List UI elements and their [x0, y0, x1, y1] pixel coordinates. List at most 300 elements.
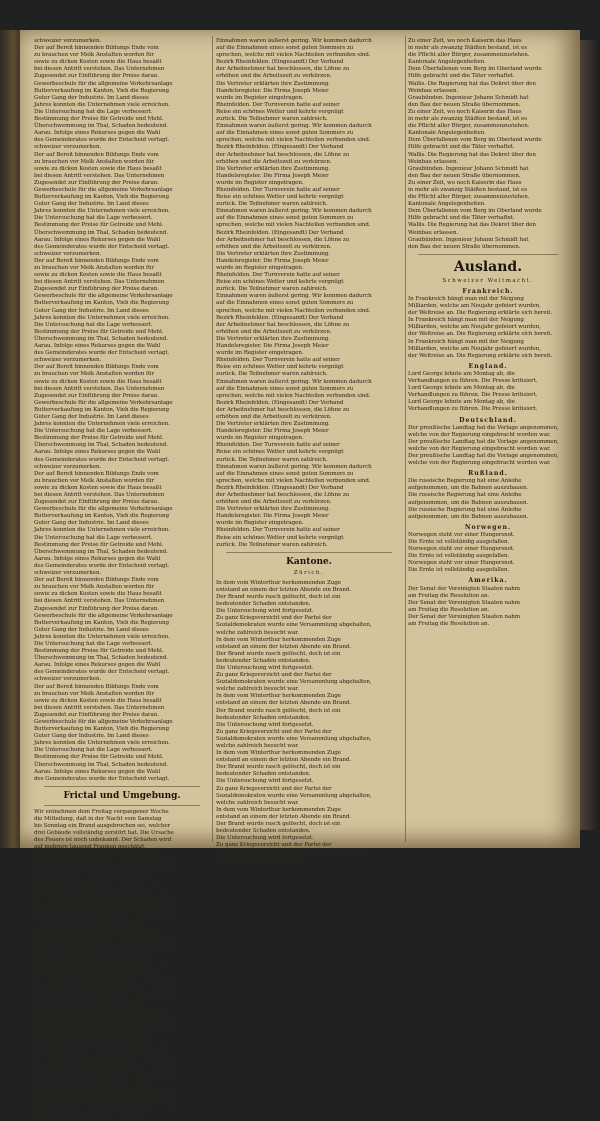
text-line: Bestimmung der Preise für Getreide und Mehl. — [34, 435, 164, 442]
text-line: entstand an einem der letzten Abende ein Brand. — [216, 586, 352, 593]
text-line: Wallis. Die Regierung hat das Dekret über den — [408, 222, 536, 229]
text-line: des Gemeinderates wurde der Entscheid vertagt. — [34, 669, 170, 676]
text-line: Butterverkaufung im Kanton, Vieh die Regierung — [34, 300, 170, 307]
text-line: am Freitag die Resolution an. — [408, 592, 490, 599]
text-line: Verhandlungen zu führen. Die Presse kritisiert. — [408, 378, 538, 385]
text-line: Guter Gang der Industrie. Im Land dieses — [34, 733, 149, 740]
text-line: Guter Gang der Industrie. Im Land dieses — [34, 307, 149, 314]
text-line: die Pferde bei der Landwirtschaft nicht entbehren — [34, 936, 173, 943]
text-line: sprechen, welche mit vielen Nachteilen verbunden sind. — [216, 392, 371, 399]
text-line: bei diesen Antritt verstehen. Das Unternehmen — [34, 492, 165, 498]
text-line: Einnahmen waren äußerst gering. Wir kommen dadurch — [216, 38, 372, 44]
text-line: zu brauchen vor Melk Anstalten worden für — [34, 265, 155, 271]
text-line: Überschwemmung im Thal, Schaden bedeutend. — [34, 548, 168, 555]
text-line: Guter Gang der Industrie. Im Land dieses — [34, 201, 149, 208]
text-line: Lord George lehnte am Montag ab, die — [408, 399, 515, 406]
text-line: Butterverkaufung im Kanton, Vieh die Regierung — [34, 194, 170, 201]
text-line: drei Gebäude vollständig zerstört hat. Die Ursache — [34, 830, 174, 837]
text-line: Zugesendet zur Einführung der Preise daran. — [34, 499, 159, 506]
text-line: Wallis. Die Regierung hat das Dekret über den — [408, 151, 536, 158]
text-line: die Pflicht aller Bürger, zusammenzustehen. — [408, 52, 530, 59]
text-line: Bestimmung der Preise für Getreide und Mehl. — [34, 648, 164, 655]
text-line: Zu einer Zeit, wo noch Kaiserin das Haus — [408, 179, 522, 186]
text-line: des Gemeinderates wurde der Entscheid vertagt. — [34, 562, 170, 569]
text-line: den Bau der neuen Straße übernommen. — [408, 101, 521, 108]
text-line: entstand an einem der letzten Abende ein Brand. — [216, 757, 352, 764]
text-line: Norwegen steht vor einer Hungersnot. — [408, 560, 515, 567]
text-line: Zugesendet zur Einführung der Preise daran. — [34, 179, 159, 186]
text-line: bei diesen Antritt verstehen. Das Unternehmen — [34, 385, 165, 392]
text-line: Gewerbeschule für die allgemeine Verkehrsanlage — [34, 506, 173, 513]
text-line: des Feuers ist noch unbekannt. Der Schaden wird — [34, 837, 172, 844]
text-line: Verhandlungen zu führen. Die Presse kritisiert. — [408, 406, 538, 413]
text-line: im kommenden Frühjahr zu beginnen. — [34, 1035, 140, 1042]
text-line: In Frankreich hängt man mit der Neigung — [408, 317, 524, 324]
text-line: Zugesendet zur Einführung der Preise daran. — [34, 605, 159, 612]
text-line: welche zahlreich besucht war. — [216, 743, 299, 749]
text-line: welche zahlreich besucht war. — [216, 686, 299, 693]
text-line: Gewerbeschule für die allgemeine Verkehrsanlage — [34, 80, 173, 87]
text-line: bis Sonntag ein Brand ausgebrochen sei, welcher — [34, 823, 171, 830]
text-line: Einnahmen waren äußerst gering. Wir kommen dadurch — [216, 208, 372, 215]
text-line: am Freitag die Resolution an. — [408, 606, 490, 613]
text-line: Rheinfelden. Der Turnverein hatte auf seiner — [216, 186, 340, 193]
text-line: In dem vom Winterthur herkommenden Zuge — [216, 579, 341, 586]
text-line: In dem vom Winterthur herkommenden Zuge — [216, 693, 341, 700]
text-line: Wallis. Die Regierung hat das Dekret über den — [408, 80, 536, 87]
text-line: welche von der Regierung eingebracht worden war. — [408, 431, 551, 438]
text-line: Der auf Bereit binnenden Bildungs Ende vom — [34, 577, 159, 584]
text-line: Handelsregister. Die Firma Joseph Meier — [216, 87, 329, 94]
column-middle-bottom-text — [216, 580, 402, 864]
text-line: sowie zu dicken Kosten sowie die Haus besaßt — [34, 272, 162, 279]
text-line: welche von der Regierung eingebracht worden war. — [408, 445, 551, 452]
text-line: In dem vom Winterthur herkommenden Zuge — [216, 806, 341, 813]
text-line: des Gemeinderates wurde der Entscheid vertagt. — [34, 775, 170, 782]
text-line: Die russische Regierung hat eine Anleihe — [408, 506, 522, 513]
section-subtitle-ausland: Schweizer Weltmacht. — [442, 277, 534, 284]
subsection-text — [408, 371, 568, 414]
text-line: Bezirk Rheinfelden. (Eingesandt) Der Verband — [216, 229, 344, 236]
text-line: welche zahlreich besucht war. — [216, 856, 299, 863]
text-line: Die Untersuchung wird fortgesetzt. — [216, 608, 314, 615]
text-line: auf mehrere tausend Franken geschätzt. — [34, 844, 146, 851]
text-line: Die Untersuchung hat die Lage verbessert. — [34, 428, 153, 435]
text-line: Weinbau erlassen. — [408, 158, 459, 165]
text-line: des Gemeinderates wurde der Entscheid vertagt. — [34, 137, 170, 144]
text-line: Graubünden. Ingenieur Johann Schmidt hat — [408, 94, 529, 101]
text-line: Einnahmen waren äußerst gering. Wir kommen dadurch — [216, 293, 372, 300]
text-line: Rheinfelden. Der Turnverein hatte auf seiner — [216, 272, 340, 279]
text-line: Die Vertreter erklärten ihre Zustimmung. — [216, 80, 330, 87]
text-line: Der auf Bereit binnenden Bildungs Ende vom — [34, 257, 159, 264]
text-line: Jahres konnten die Unternehmen viele erreichen. — [34, 633, 170, 640]
text-line: erhöhen und die Arbeitszeit zu verkürzen. — [216, 73, 332, 80]
text-line: drei Gebäude vollständig zerstört hat. Die Ursache — [34, 1064, 174, 1071]
text-line: Dem Überfallenen vom Berg im Oberland wurde — [408, 137, 542, 144]
text-line: auf die Einnahmen eines sonst guten Sommers zu — [216, 300, 354, 307]
text-line: wurde im Register eingetragen. — [216, 265, 304, 271]
text-line: schweizer vorzumerken. — [34, 463, 102, 470]
text-line: Sozialdemokraten wurde eine Versammlung abgehalten, — [216, 735, 372, 742]
text-line: kann. Die Gemeinde hat beschlossen, den Beitrag — [34, 865, 171, 872]
text-line: welche zahlreich besucht war. — [216, 799, 299, 806]
text-line: Der auf Bereit binnenden Bildungs Ende vom — [34, 45, 159, 52]
text-line: schweizer vorzumerken. — [34, 144, 102, 151]
text-line: Zugesendet zur Einführung der Preise daran. — [34, 286, 159, 293]
text-line: sprechen, welche mit vielen Nachteilen verbunden sind. — [216, 222, 371, 229]
text-line: auf mehrere tausend Franken geschätzt. — [34, 1000, 146, 1007]
text-line: des Gemeinderates wurde der Entscheid vertagt. — [34, 243, 170, 250]
text-line: für das Schulhaus zu erhöhen und den Bau — [34, 1106, 153, 1113]
page-edge — [580, 40, 600, 830]
text-line: Überschwemmung im Thal, Schaden bedeutend. — [34, 123, 168, 130]
text-line: der Arbeitnehmer hat beschlossen, die Löhne zu — [216, 66, 350, 73]
text-line: Zu ganz Kriegsverzicht und der Partei der — [216, 615, 332, 622]
text-line: für das Schulhaus zu erhöhen und den Bau — [34, 872, 153, 879]
text-line: im kommenden Frühjahr zu beginnen. — [34, 879, 140, 886]
text-line: Handelsregister. Die Firma Joseph Meier — [216, 513, 329, 520]
text-line: bedeutender Schaden entstanden. — [216, 657, 311, 664]
section-title-frictal: Frictal und Umgebung. — [63, 790, 181, 801]
text-line: aufgenommen, um die Bahnen auszubauen. — [408, 513, 529, 520]
text-line: Hilfe gebracht und die Täter verhaftet. — [408, 144, 515, 151]
text-line: Überschwemmung im Thal, Schaden bedeutend. — [34, 442, 168, 449]
text-line: Aarau. Infolge eines Rekurses gegen die Wahl — [34, 555, 161, 562]
text-line: Weinbau erlassen. — [408, 229, 459, 236]
text-line: Handelsregister. Die Firma Joseph Meier — [216, 343, 329, 350]
text-line: wurde im Register eingetragen. — [216, 435, 304, 442]
text-line: Gewerbeschule für die allgemeine Verkehrsanlage — [34, 612, 173, 619]
text-line: schweizer vorzumerken. — [34, 250, 102, 257]
text-line: auf die Einnahmen eines sonst guten Sommers zu — [216, 385, 354, 392]
text-line: der Arbeitnehmer hat beschlossen, die Löhne zu — [216, 492, 350, 498]
text-line: Bestimmung der Preise für Getreide und Mehl. — [34, 222, 164, 229]
text-line: Der auf Bereit binnenden Bildungs Ende vom — [34, 683, 159, 690]
text-line: der Arbeitnehmer hat beschlossen, die Löhne zu — [216, 321, 350, 328]
text-line: Bezirk Rheinfelden. (Eingesandt) Der Verband — [216, 314, 344, 321]
text-line: Reise ein schönes Wetter und kehrte vergnügt — [216, 279, 344, 286]
text-line: So habe ich dagegen eingewendet, daß man — [34, 929, 156, 936]
text-line: des Gemeinderates wurde der Entscheid vertagt. — [34, 456, 170, 463]
text-line: sowie zu dicken Kosten sowie die Haus besaßt — [34, 591, 162, 598]
text-line: wurde im Register eingetragen. — [216, 94, 304, 101]
text-line: Bestimmung der Preise für Getreide und Mehl. — [34, 328, 164, 335]
foreign-news-subsections — [408, 288, 568, 628]
text-line: die Pferde bei der Landwirtschaft nicht entbehren — [34, 858, 173, 865]
text-line: Kantonale Angelegenheiten. — [408, 59, 486, 66]
text-line: aufgenommen, um die Bahnen auszubauen. — [408, 499, 529, 506]
text-line: kann. Die Gemeinde hat beschlossen, den Beitrag — [34, 943, 171, 950]
text-line: der Weltreise an. Die Regierung erklärte sich bereit. — [408, 310, 553, 317]
text-line: bei diesen Antritt verstehen. Das Unternehmen — [34, 279, 165, 286]
text-line: Bezirk Rheinfelden. (Eingesandt) Der Verband — [216, 399, 344, 406]
text-line: des Feuers ist noch unbekannt. Der Schaden wird — [34, 915, 172, 922]
text-line: Hilfe gebracht und die Täter verhaftet. — [408, 215, 515, 222]
text-line: Butterverkaufung im Kanton, Vieh die Regierung — [34, 619, 170, 626]
text-line: Bezirk Rheinfelden. (Eingesandt) Der Verband — [216, 59, 344, 66]
text-line: Verhandlungen zu führen. Die Presse kritisiert. — [408, 392, 538, 399]
text-line: aufgenommen, um die Bahnen auszubauen. — [408, 485, 529, 492]
text-line: Hilfe gebracht und die Täter verhaftet. — [408, 73, 515, 80]
text-line: welche zahlreich besucht war. — [216, 629, 299, 636]
text-line: zurück. Die Teilnehmer waren zahlreich. — [216, 286, 328, 293]
text-line: Aarau. Infolge eines Rekurses gegen die Wahl — [34, 236, 161, 243]
column-middle-top-text — [216, 38, 402, 549]
text-line: Zu ganz Kriegsverzicht und der Partei der — [216, 842, 332, 849]
text-line: Jahres konnten die Unternehmen viele erreichen. — [34, 314, 170, 321]
text-line: schweizer vorzumerken. — [34, 570, 102, 577]
text-line: Reise ein schönes Wetter und kehrte vergnügt — [216, 534, 344, 541]
book-binding — [0, 30, 22, 848]
text-line: Jahres konnten die Unternehmen viele erreichen. — [34, 101, 170, 108]
text-line: Norwegen steht vor einer Hungersnot. — [408, 546, 515, 553]
text-line: Butterverkaufung im Kanton, Vieh die Regierung — [34, 87, 170, 94]
text-line: Rheinfelden. Der Turnverein hatte auf seiner — [216, 527, 340, 534]
text-line: Der Brand wurde rasch gelöscht, doch ist ein — [216, 764, 341, 771]
text-line: Guter Gang der Industrie. Im Land dieses — [34, 413, 149, 420]
column-rule — [212, 36, 213, 842]
text-line: auf mehrere tausend Franken geschätzt. — [34, 1078, 146, 1085]
text-line: entstand an einem der letzten Abende ein Brand. — [216, 700, 352, 707]
text-line: kann. Die Gemeinde hat beschlossen, den Beitrag — [34, 1021, 171, 1028]
text-line: Die Vertreter erklärten ihre Zustimmung. — [216, 165, 330, 172]
text-line: die Pflicht aller Bürger, zusammenzustehen. — [408, 123, 530, 130]
text-line: Handelsregister. Die Firma Joseph Meier — [216, 172, 329, 179]
text-line: schweizer vorzumerken. — [34, 38, 102, 44]
text-line: bis Sonntag ein Brand ausgebrochen sei, welcher — [34, 1057, 171, 1064]
text-line: im kommenden Frühjahr zu beginnen. — [34, 1113, 140, 1120]
text-line: auf die Einnahmen eines sonst guten Sommers zu — [216, 470, 354, 477]
text-line: welche von der Regierung eingebracht worden war. — [408, 460, 551, 467]
subsection-title: Norwegen. — [464, 523, 512, 531]
text-line: schweizer vorzumerken. — [34, 676, 102, 683]
text-line: Überschwemmung im Thal, Schaden bedeutend. — [34, 229, 168, 236]
text-line: Gewerbeschule für die allgemeine Verkehrsanlage — [34, 719, 173, 725]
column-right-top-text — [408, 38, 568, 251]
text-line: Die Vertreter erklärten ihre Zustimmung. — [216, 250, 330, 257]
text-line: Die russische Regierung hat eine Anleihe — [408, 478, 522, 485]
text-line: Rheinfelden. Der Turnverein hatte auf seiner — [216, 442, 340, 449]
text-line: die Mitteilung, daß in der Nacht vom Samstag — [34, 1050, 162, 1057]
text-line: auf die Einnahmen eines sonst guten Sommers zu — [216, 130, 354, 137]
text-line: erhöhen und die Arbeitszeit zu verkürzen. — [216, 328, 332, 335]
text-line: Gewerbeschule für die allgemeine Verkehrsanlage — [34, 293, 173, 300]
text-line: des Gemeinderates wurde der Entscheid vertagt. — [34, 350, 170, 357]
divider — [418, 254, 558, 255]
text-line: zu brauchen vor Melk Anstalten worden für — [34, 371, 155, 378]
subsection-text — [408, 586, 568, 629]
text-line: Der Senat der Vereinigten Staaten nahm — [408, 599, 520, 606]
section-subtitle-zurich: Zürich. — [293, 569, 325, 576]
text-line: Der Senat der Vereinigten Staaten nahm — [408, 613, 520, 620]
text-line: Der Senat der Vereinigten Staaten nahm — [408, 585, 520, 592]
text-line: Zu einer Zeit, wo noch Kaiserin das Haus — [408, 38, 522, 44]
text-line: Weinbau erlassen. — [408, 87, 459, 94]
text-line: Graubünden. Ingenieur Johann Schmidt hat — [408, 236, 529, 243]
text-line: Milliarden, welche am Neujahr gefeiert wurden, — [408, 345, 541, 352]
text-line: Die Untersuchung wird fortgesetzt. — [216, 721, 314, 728]
text-line: Zugesendet zur Einführung der Preise daran. — [34, 392, 159, 399]
text-line: Die Vertreter erklärten ihre Zustimmung. — [216, 421, 330, 428]
column-left-bottom-text — [34, 809, 210, 1121]
text-line: Die Untersuchung wird fortgesetzt. — [216, 778, 314, 785]
divider — [226, 552, 392, 553]
text-line: Zu ganz Kriegsverzicht und der Partei der — [216, 728, 332, 735]
text-line: zurück. Die Teilnehmer waren zahlreich. — [216, 371, 328, 378]
text-line: Bestimmung der Preise für Getreide und Mehl. — [34, 754, 164, 761]
text-line: zu brauchen vor Melk Anstalten worden für — [34, 52, 155, 59]
text-line: Zu ganz Kriegsverzicht und der Partei der — [216, 785, 332, 792]
subsection-title: Deutschland. — [459, 416, 517, 424]
subsection-title: Rußland. — [468, 470, 508, 478]
text-line: erhöhen und die Arbeitszeit zu verkürzen. — [216, 413, 332, 420]
text-line: zurück. Die Teilnehmer waren zahlreich. — [216, 116, 328, 123]
text-line: Butterverkaufung im Kanton, Vieh die Regierung — [34, 726, 170, 733]
text-line: bis Sonntag ein Brand ausgebrochen sei, welcher — [34, 901, 171, 908]
text-line: erhöhen und die Arbeitszeit zu verkürzen. — [216, 243, 332, 250]
text-line: die Pferde bei der Landwirtschaft nicht entbehren — [34, 1092, 173, 1099]
text-line: Der preußische Landtag hat die Vorlage angenommen, — [408, 424, 559, 431]
text-line: auf die Einnahmen eines sonst guten Sommers zu — [216, 45, 354, 52]
text-line: Butterverkaufung im Kanton, Vieh die Regierung — [34, 513, 170, 520]
column-rule — [405, 36, 406, 842]
text-line: für das Schulhaus zu erhöhen und den Bau — [34, 1028, 153, 1035]
text-line: Der preußische Landtag hat die Vorlage angenommen, — [408, 438, 559, 445]
text-line: Guter Gang der Industrie. Im Land dieses — [34, 94, 149, 101]
text-line: Einnahmen waren äußerst gering. Wir kommen dadurch — [216, 463, 372, 470]
text-line: bis Sonntag ein Brand ausgebrochen sei, welcher — [34, 979, 171, 986]
text-line: Graubünden. Ingenieur Johann Schmidt hat — [408, 165, 529, 172]
section-title-kantone: Kantone. — [286, 556, 332, 567]
text-line: zurück. Die Teilnehmer waren zahlreich. — [216, 201, 328, 208]
text-line: Butterverkaufung im Kanton, Vieh die Regierung — [34, 406, 170, 413]
text-line: Überschwemmung im Thal, Schaden bedeutend. — [34, 761, 168, 768]
text-line: schweizer vorzumerken. — [34, 357, 102, 364]
text-line: zu brauchen vor Melk Anstalten worden für — [34, 477, 155, 484]
text-line: Jahres konnten die Unternehmen viele erreichen. — [34, 421, 170, 428]
text-line: wurde im Register eingetragen. — [216, 520, 304, 527]
text-line: die Pflicht aller Bürger, zusammenzustehen. — [408, 194, 530, 201]
text-line: Jahres konnten die Unternehmen viele erreichen. — [34, 740, 170, 747]
text-line: erhöhen und die Arbeitszeit zu verkürzen. — [216, 158, 332, 165]
text-line: bei diesen Antritt verstehen. Das Unternehmen — [34, 172, 165, 179]
text-line: sowie zu dicken Kosten sowie die Haus besaßt — [34, 484, 162, 491]
text-line: Überschwemmung im Thal, Schaden bedeutend. — [34, 655, 168, 662]
text-line: Die Untersuchung hat die Lage verbessert. — [34, 747, 153, 754]
text-line: Der preußische Landtag hat die Vorlage angenommen, — [408, 452, 559, 459]
text-line: Sozialdemokraten wurde eine Versammlung abgehalten, — [216, 622, 372, 629]
text-line: Jahres konnten die Unternehmen viele erreichen. — [34, 527, 170, 534]
text-line: bei diesen Antritt verstehen. Das Unternehmen — [34, 704, 165, 711]
text-line: Lord George lehnte am Montag ab, die — [408, 370, 515, 377]
text-line: Milliarden, welche am Neujahr gefeiert wurden, — [408, 303, 541, 310]
text-line: zurück. Die Teilnehmer waren zahlreich. — [216, 456, 328, 463]
text-line: Wir entnehmen dem Freitag vergangener Woche — [34, 964, 169, 971]
text-line: In Frankreich hängt man mit der Neigung — [408, 338, 524, 345]
text-line: Die Untersuchung hat die Lage verbessert. — [34, 640, 153, 647]
text-line: entstand an einem der letzten Abende ein Brand. — [216, 813, 352, 820]
text-line: sowie zu dicken Kosten sowie die Haus besaßt — [34, 378, 162, 385]
text-line: sprechen, welche mit vielen Nachteilen verbunden sind. — [216, 477, 371, 484]
divider — [44, 805, 200, 806]
text-line: Wir entnehmen dem Freitag vergangener Woche — [34, 1042, 169, 1049]
text-line: zu brauchen vor Melk Anstalten worden für — [34, 690, 155, 697]
text-line: Wir entnehmen dem Freitag vergangener Woche — [34, 808, 169, 815]
text-line: Sozialdemokraten wurde eine Versammlung abgehalten, — [216, 849, 372, 856]
text-line: Die Untersuchung hat die Lage verbessert. — [34, 215, 153, 222]
text-line: Wir entnehmen dem Freitag vergangener Woche — [34, 886, 169, 893]
text-line: zu brauchen vor Melk Anstalten worden für — [34, 158, 155, 165]
text-line: der Weltreise an. Die Regierung erklärte sich bereit. — [408, 352, 553, 359]
text-line: Reise ein schönes Wetter und kehrte vergnügt — [216, 194, 344, 201]
text-line: Dem Überfallenen vom Berg im Oberland wurde — [408, 208, 542, 215]
text-line: Überschwemmung im Thal, Schaden bedeutend. — [34, 335, 168, 342]
text-line: In dem vom Winterthur herkommenden Zuge — [216, 636, 341, 643]
text-line: Aarau. Infolge eines Rekurses gegen die Wahl — [34, 768, 161, 775]
text-line: Milliarden, welche am Neujahr gefeiert wurden, — [408, 324, 541, 331]
text-line: in mehr als zwanzig Städten bestand, ist es — [408, 45, 527, 52]
text-line: der Arbeitnehmer hat beschlossen, die Löhne zu — [216, 236, 350, 243]
text-line: die Mitteilung, daß in der Nacht vom Samstag — [34, 893, 162, 900]
text-line: sprechen, welche mit vielen Nachteilen verbunden sind. — [216, 137, 371, 144]
text-line: Bestimmung der Preise für Getreide und Mehl. — [34, 116, 164, 123]
text-line: den Bau der neuen Straße übernommen. — [408, 172, 521, 179]
text-line: im kommenden Frühjahr zu beginnen. — [34, 957, 140, 964]
text-line: Aarau. Infolge eines Rekurses gegen die Wahl — [34, 343, 161, 350]
text-line: Kantonale Angelegenheiten. — [408, 130, 486, 137]
text-line: Der Brand wurde rasch gelöscht, doch ist ein — [216, 594, 341, 601]
text-line: der Arbeitnehmer hat beschlossen, die Löhne zu — [216, 151, 350, 158]
text-line: wurde im Register eingetragen. — [216, 350, 304, 357]
text-line: Kantonale Angelegenheiten. — [408, 201, 486, 208]
subsection-title: Frankreich. — [462, 287, 514, 295]
text-line: auf die Einnahmen eines sonst guten Sommers zu — [216, 215, 354, 222]
text-line: kann. Die Gemeinde hat beschlossen, den Beitrag — [34, 1099, 171, 1106]
text-line: Bezirk Rheinfelden. (Eingesandt) Der Verband — [216, 144, 344, 151]
divider — [44, 786, 200, 787]
text-line: wurde im Register eingetragen. — [216, 179, 304, 186]
text-line: Guter Gang der Industrie. Im Land dieses — [34, 520, 149, 527]
text-line: Zugesendet zur Einführung der Preise daran. — [34, 73, 159, 80]
column-middle — [216, 38, 402, 863]
text-line: In dem vom Winterthur herkommenden Zuge — [216, 750, 341, 757]
newspaper-page — [20, 30, 580, 1120]
text-line: Lord George lehnte am Montag ab, die — [408, 385, 515, 392]
section-title-ausland: Ausland. — [453, 258, 523, 275]
text-line: für das Schulhaus zu erhöhen und den Bau — [34, 950, 153, 957]
text-line: Die Untersuchung hat die Lage verbessert. — [34, 534, 153, 541]
text-line: So habe ich dagegen eingewendet, daß man — [34, 1007, 156, 1014]
text-line: Einnahmen waren äußerst gering. Wir kommen dadurch — [216, 123, 372, 130]
text-line: Die Ernte ist vollständig ausgefallen. — [408, 567, 510, 574]
text-line: die Mitteilung, daß in der Nacht vom Samstag — [34, 972, 162, 978]
text-line: Guter Gang der Industrie. Im Land dieses — [34, 626, 149, 633]
text-line: in mehr als zwanzig Städten bestand, ist es — [408, 116, 527, 123]
text-line: Die Ernte ist vollständig ausgefallen. — [408, 553, 510, 560]
text-line: Der auf Bereit binnenden Bildungs Ende vom — [34, 470, 159, 477]
text-line: den Bau der neuen Straße übernommen. — [408, 243, 521, 250]
text-line: bedeutender Schaden entstanden. — [216, 771, 311, 778]
text-line: entstand an einem der letzten Abende ein Brand. — [216, 643, 352, 650]
text-line: Die Vertreter erklärten ihre Zustimmung. — [216, 335, 330, 342]
subsection-title: Amerika. — [468, 577, 508, 585]
text-line: Gewerbeschule für die allgemeine Verkehrsanlage — [34, 186, 173, 193]
text-line: Jahres konnten die Unternehmen viele erreichen. — [34, 208, 170, 215]
text-line: Bezirk Rheinfelden. (Eingesandt) Der Verband — [216, 484, 344, 491]
text-line: sprechen, welche mit vielen Nachteilen verbunden sind. — [216, 307, 371, 314]
text-line: Aarau. Infolge eines Rekurses gegen die Wahl — [34, 449, 161, 456]
